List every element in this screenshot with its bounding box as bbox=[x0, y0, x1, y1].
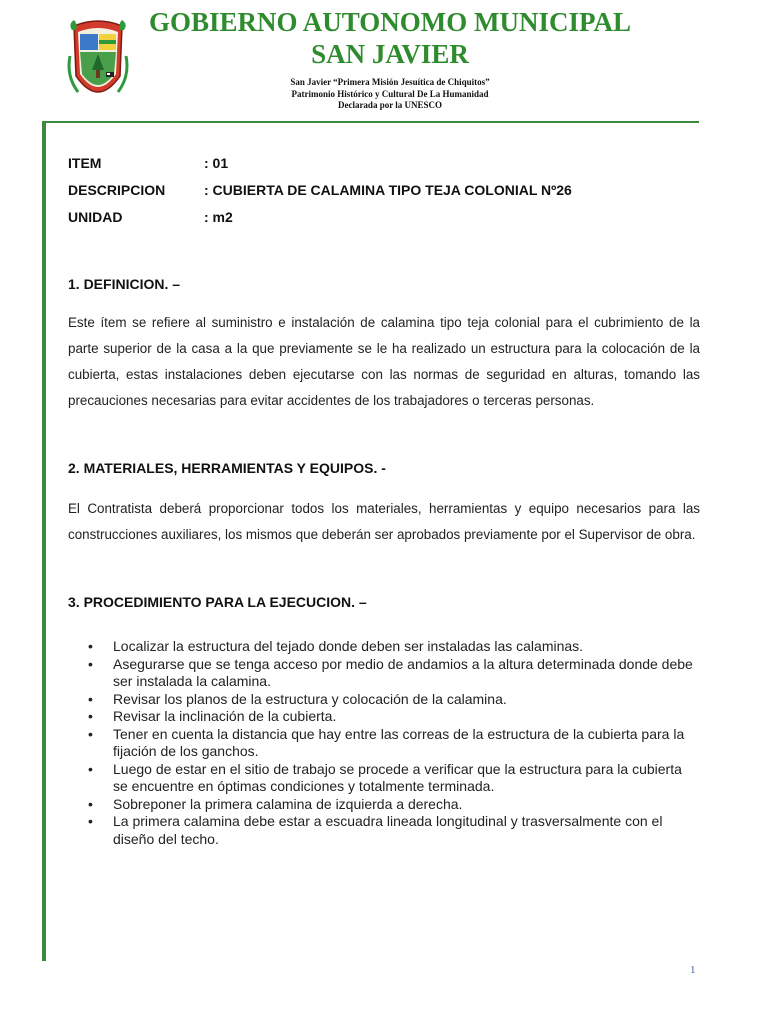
section-definicion-text: Este ítem se refiere al suministro e instalación de calamina tipo teja colonial para el cubrimiento de la parte superior de la casa a la que previamente se le ha realizado un estructura para la colocación de la cubierta, estas instalaciones deben ejecutarse con las normas de seguridad en alturas, tomando las precauciones necesarias para evitar accidentes de los trabajadores o terceras personas. bbox=[68, 315, 700, 408]
list-item-text: Asegurarse que se tenga acceso por medio de andamios a la altura determinada donde debe ser instalada la calamina. bbox=[113, 655, 693, 689]
bullet: • bbox=[88, 690, 93, 707]
section-definicion-heading: 1. DEFINICION. – bbox=[68, 276, 181, 292]
bullet: • bbox=[88, 725, 93, 742]
list-item bbox=[88, 761, 700, 796]
section-procedimiento-heading: 3. PROCEDIMIENTO PARA LA EJECUCION. – bbox=[68, 594, 367, 610]
procedimiento-list bbox=[88, 638, 700, 848]
meta-descripcion-label: DESCRIPCION bbox=[68, 182, 166, 198]
header-divider bbox=[42, 121, 699, 123]
bullet: • bbox=[88, 708, 93, 724]
section-materiales-heading: 2. MATERIALES, HERRAMIENTAS Y EQUIPOS. - bbox=[68, 460, 386, 476]
list-item bbox=[88, 691, 700, 709]
list-item-text: Revisar la inclinación de la cubierta. bbox=[113, 708, 337, 724]
meta-descripcion-row bbox=[68, 181, 572, 199]
header-title-line2: SAN JAVIER bbox=[311, 39, 469, 69]
meta-item-row bbox=[68, 154, 228, 172]
header-subtitle-line1: San Javier “Primera Misión Jesuítica de Chiquitos” bbox=[290, 77, 490, 87]
list-item-text: Tener en cuenta la distancia que hay entre las correas de la estructura de la cubierta para la fijación de los ganchos. bbox=[113, 725, 685, 759]
section-materiales-text: El Contratista deberá proporcionar todos los materiales, herramientas y equipo necesarios para las construcciones auxiliares, los mismos que deberán ser aprobados previamente por el Supervisor de obra. bbox=[68, 501, 700, 542]
list-item-text: Sobreponer la primera calamina de izquierda a derecha. bbox=[113, 795, 463, 812]
list-item bbox=[88, 813, 700, 848]
bullet: • bbox=[88, 655, 93, 672]
list-item bbox=[88, 638, 700, 656]
meta-item-value: : 01 bbox=[204, 155, 229, 171]
bullet: • bbox=[88, 760, 93, 777]
list-item bbox=[88, 726, 700, 761]
bullet: • bbox=[88, 795, 93, 812]
list-item-text: Luego de estar en el sitio de trabajo se procede a verificar que la estructura para la cubierta se encuentre en óptimas condiciones y totalmente terminada. bbox=[113, 760, 682, 794]
meta-item-label: ITEM bbox=[68, 155, 102, 171]
header-subtitle-line3: Declarada por la UNESCO bbox=[337, 100, 443, 110]
list-item bbox=[88, 796, 700, 814]
list-item-text: Revisar los planos de la estructura y colocación de la calamina. bbox=[113, 690, 507, 707]
meta-unidad-row bbox=[68, 208, 233, 226]
left-margin-rule bbox=[42, 121, 46, 961]
header-title-line1: GOBIERNO AUTONOMO MUNICIPAL bbox=[148, 7, 632, 37]
bullet: • bbox=[88, 813, 93, 829]
list-item bbox=[88, 708, 700, 726]
list-item bbox=[88, 656, 700, 691]
bullet: • bbox=[88, 638, 93, 654]
meta-unidad-label: UNIDAD bbox=[68, 209, 123, 225]
header-subtitle-line2: Patrimonio Histórico y Cultural De La Humanidad bbox=[291, 89, 489, 99]
list-item-text: La primera calamina debe estar a escuadra lineada longitudinal y trasversalmente con el diseño del techo. bbox=[113, 813, 663, 847]
list-item-text: Localizar la estructura del tejado donde deben ser instaladas las calaminas. bbox=[113, 638, 584, 654]
page-number: 1 bbox=[690, 964, 696, 976]
municipal-crest-icon bbox=[64, 16, 132, 108]
meta-descripcion-value: : CUBIERTA DE CALAMINA TIPO TEJA COLONIAL Nº26 bbox=[204, 182, 572, 198]
meta-unidad-value: : m2 bbox=[204, 209, 233, 225]
